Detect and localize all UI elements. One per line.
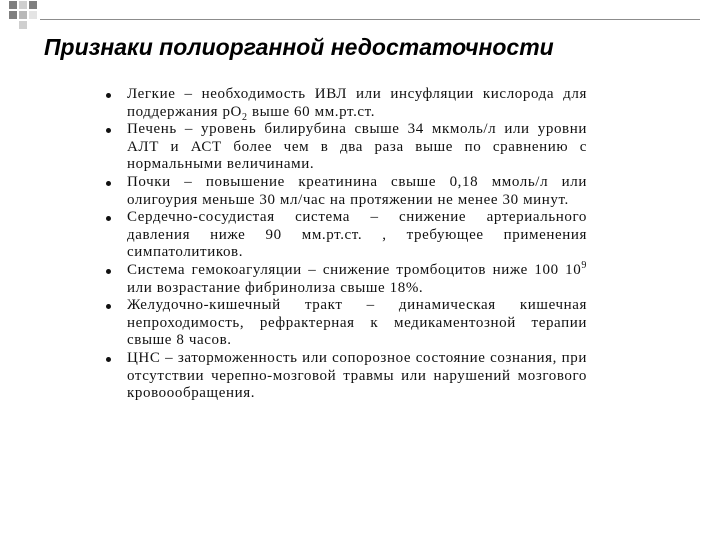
title-divider [40,19,700,20]
criteria-list [103,86,587,403]
list-item-lungs [103,86,587,121]
item-text: Желудочно-кишечный тракт – динамическая кишечная непроходимость, рефрактерная к медикаментозной терапии свыше 8 часов. [127,297,587,349]
list-item-hemocoagulation [103,259,587,297]
subscript: 2 [241,111,248,123]
item-text: Система гемокоагуляции – снижение тромбоцитов ниже 100 10 [127,261,582,278]
list-item-liver [103,121,587,174]
item-text: Печень – уровень билирубина свыше 34 мкмоль/л или уровни АЛТ и АСТ более чем в два раза выше по сравнению с нормальными величинами. [127,121,587,173]
item-text: Легкие – необходимость ИВЛ или инсуфляции кислорода для поддержания рО [127,86,587,120]
superscript: 9 [581,259,587,271]
list-item-cardiovascular [103,209,587,262]
item-text: ЦНС – заторможенность или сопорозное состояние сознания, при отсутствии черепно-мозговой травмы или нарушений мозгового кровоообращения. [127,349,587,402]
item-text: Почки – повышение креатинина свыше 0,18 ммоль/л или олигоурия меньше 30 мл/час на протяжении не менее 30 минут. [127,173,587,208]
slide-title: Признаки полиорганной недостаточности [44,34,554,60]
list-item-cns [103,350,587,403]
list-item-kidneys [103,174,587,209]
item-text: Сердечно-сосудистая система – снижение артериального давления ниже 90 мм.рт.ст. , требующее применения симпатолитиков. [127,209,587,261]
item-text: выше 60 мм.рт.ст. [247,103,376,120]
list-item-gastrointestinal [103,297,587,350]
item-text: или возрастание фибринолиза свыше 18%. [127,279,424,296]
